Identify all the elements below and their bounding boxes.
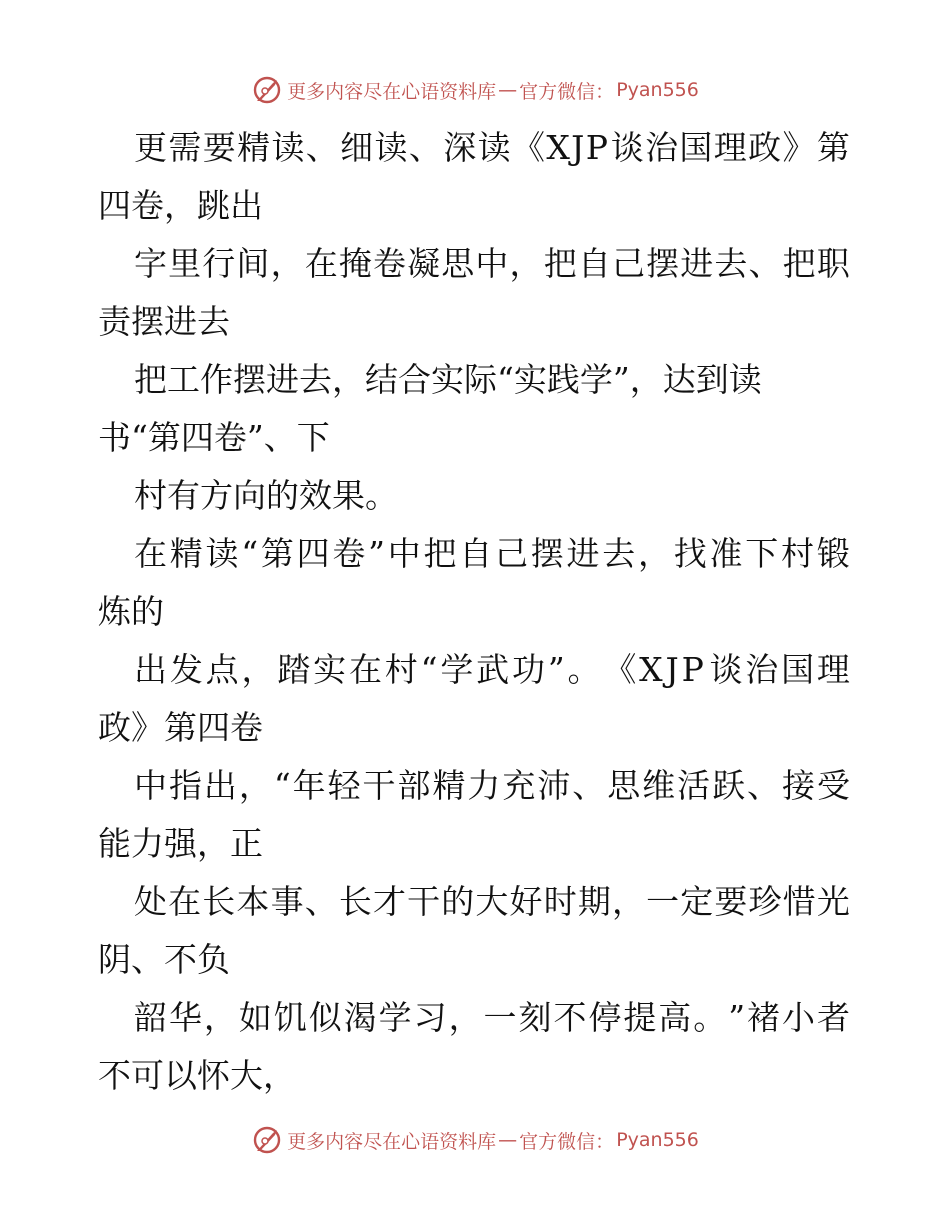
paragraph-8-line-2: 阴、不负 bbox=[98, 940, 230, 979]
paragraph-1-line-1: 更 需 要 精 读 、 细 读 、 深 读 《 X J P 谈 治 国 理 政 》 第 bbox=[134, 128, 850, 167]
banner-wechat-id: Pyan556 bbox=[616, 1129, 699, 1151]
banner-dash: — bbox=[498, 1129, 518, 1151]
banner-wechat-label: 官方微信： bbox=[519, 80, 615, 103]
banner-wechat-label: 官方微信： bbox=[519, 1130, 615, 1153]
paragraph-2-line-1: 字 里 行 间 ， 在 掩 卷 凝 思 中 ， 把 自 己 摆 进 去 、 把 职 bbox=[134, 244, 850, 283]
header-watermark-banner bbox=[0, 73, 950, 107]
paragraph-9-line-2: 不可以怀大， bbox=[98, 1056, 296, 1095]
paragraph-6-line-1: 出 发 点 ， 踏 实 在 村 “ 学 武 功 ” 。 《 X J P 谈 治 国 理 bbox=[134, 650, 850, 689]
banner-dash: — bbox=[498, 79, 518, 101]
paragraph-8-line-1: 处 在 长 本 事 、 长 才 干 的 大 好 时 期 ， 一 定 要 珍 惜 光 bbox=[134, 882, 850, 921]
paragraph-3-line-1: 把工作摆进去，结合实际“实践学”，达到读 bbox=[134, 360, 762, 399]
paragraph-5-line-2: 炼的 bbox=[98, 592, 164, 631]
quill-pen-logo-icon bbox=[251, 1124, 283, 1156]
banner-wechat-id: Pyan556 bbox=[616, 79, 699, 101]
paragraph-6-line-2: 政》第四卷 bbox=[98, 708, 263, 747]
banner-lead-text: 更多内容尽在心语资料库 bbox=[287, 80, 497, 103]
footer-watermark-banner bbox=[0, 1123, 950, 1157]
paragraph-7-line-1: 中 指 出 ， “ 年 轻 干 部 精 力 充 沛 、 思 维 活 跃 、 接 受 bbox=[134, 766, 850, 805]
paragraph-2-line-2: 责摆进去 bbox=[98, 302, 230, 341]
paragraph-9-line-1: 韶 华 ， 如 饥 似 渴 学 习 ， 一 刻 不 停 提 高 。 ” 褚 小 者 bbox=[134, 998, 850, 1037]
quill-pen-logo-icon bbox=[251, 74, 283, 106]
banner-lead-text: 更多内容尽在心语资料库 bbox=[287, 1130, 497, 1153]
paragraph-7-line-2: 能力强，正 bbox=[98, 824, 263, 863]
paragraph-3-line-2: 书“第四卷”、下 bbox=[98, 418, 330, 457]
paragraph-4-line-1: 村有方向的效果。 bbox=[134, 476, 398, 515]
paragraph-5-line-1: 在 精 读 “ 第 四 卷 ” 中 把 自 己 摆 进 去 ， 找 准 下 村 锻 bbox=[134, 534, 850, 573]
paragraph-1-line-2: 四卷，跳出 bbox=[98, 186, 263, 225]
